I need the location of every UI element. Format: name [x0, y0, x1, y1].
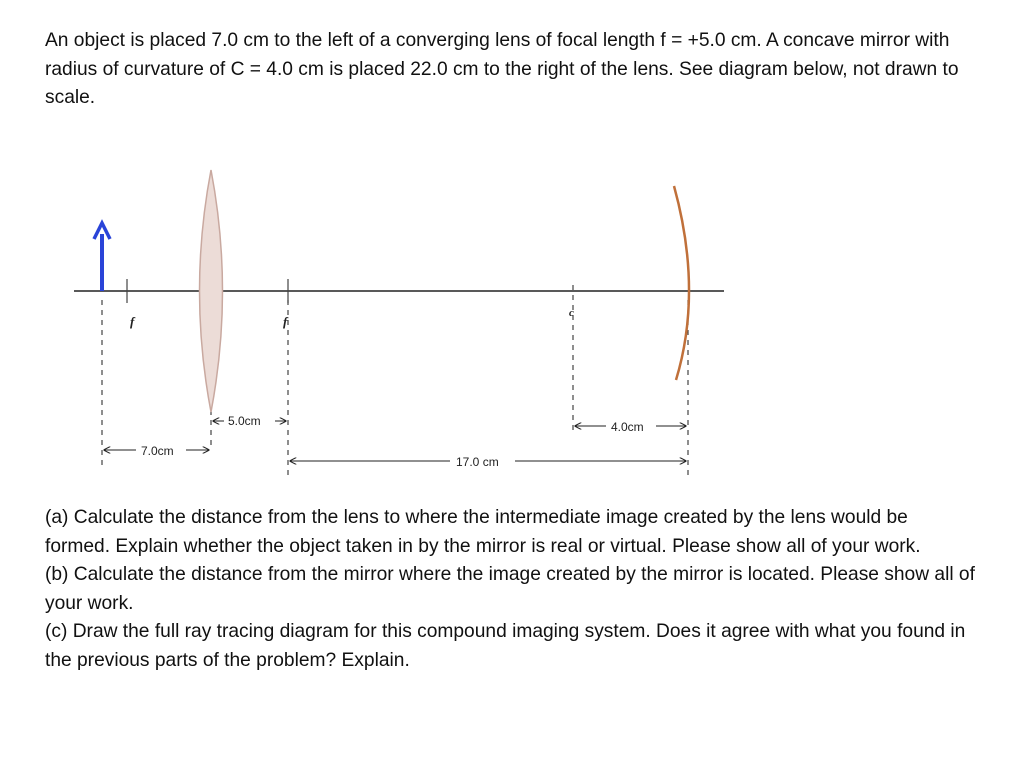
- center-label: c: [569, 307, 574, 319]
- problem-intro: An object is placed 7.0 cm to the left of a converging lens of focal length f = +5.0 cm. A concave mirror with radius of curvature of C = 4.0 cm is placed 22.0 cm to the right of the lens. See diagram below, not drawn to scale.: [45, 30, 959, 108]
- concave-mirror: [674, 186, 689, 380]
- dimension-lens-focal-label: 5.0cm: [228, 414, 261, 428]
- dimension-object-lens-label: 7.0cm: [141, 444, 174, 458]
- problem-questions: [45, 504, 975, 675]
- focal-label-right: f: [283, 314, 288, 329]
- guide-lines: [102, 285, 688, 475]
- question-a: (a) Calculate the distance from the lens to where the intermediate image created by the lens would be formed. Explain whether the object taken in by the mirror is real or virtual. Please show all of your work.: [45, 507, 921, 557]
- question-c: (c) Draw the full ray tracing diagram for this compound imaging system. Does it agree with what you found in the previous parts of the problem? Explain.: [45, 621, 966, 671]
- dimension-center-mirror-label: 4.0cm: [611, 420, 644, 434]
- question-b: (b) Calculate the distance from the mirror where the image created by the mirror is located. Please show all of your work.: [45, 564, 975, 614]
- optics-diagram: [0, 150, 1024, 490]
- dimension-focal-mirror-label: 17.0 cm: [456, 455, 499, 469]
- object-arrow: [94, 223, 110, 291]
- focal-label-left: f: [130, 314, 135, 329]
- converging-lens: [200, 170, 223, 412]
